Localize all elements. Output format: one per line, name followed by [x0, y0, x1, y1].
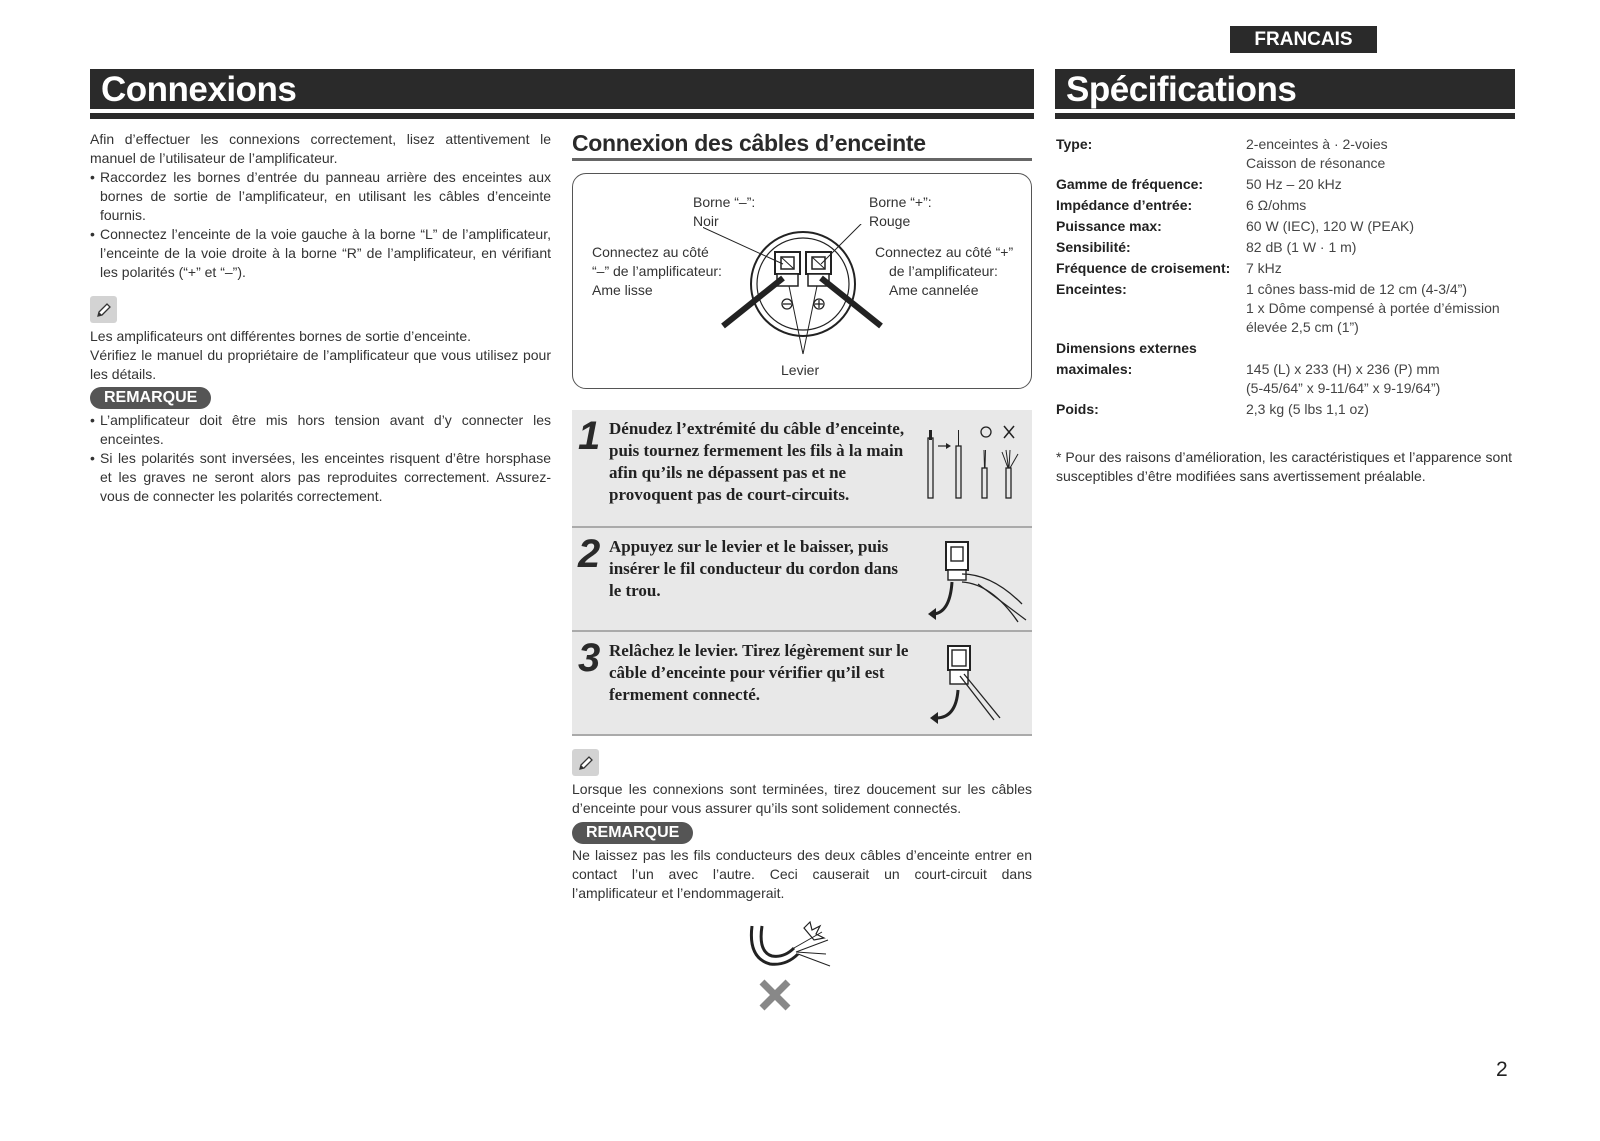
press-lever-icon [922, 534, 1030, 626]
spec-value: 50 Hz – 20 kHz [1246, 176, 1342, 192]
step-1-number: 1 [578, 414, 601, 458]
left-connect-label-3: Ame lisse [592, 282, 653, 298]
borne-minus-color: Noir [693, 213, 719, 229]
connexions-title: Connexions [90, 69, 1034, 109]
right-connect-label-2: de l’amplificateur: [889, 263, 998, 279]
cables-note-text: Lorsque les connexions sont terminées, tirez doucement sur les câbles d’enceinte pour vous assurer qu’ils sont solidement connectés. [572, 781, 1032, 816]
borne-minus-label: Borne “–”: [693, 194, 756, 210]
spec-key: Gamme de fréquence: [1056, 176, 1204, 192]
step-2-number: 2 [578, 532, 601, 576]
step-2-text: Appuyez sur le levier et le baisser, puis insérer le fil conducteur du cordon dans le trou. [609, 537, 899, 600]
spec-value: (5-45/64” x 9-11/64” x 9-19/64”) [1246, 380, 1441, 396]
spec-value: Caisson de résonance [1246, 155, 1386, 171]
spec-value: 6 Ω/ohms [1246, 197, 1307, 213]
borne-plus-color: Rouge [869, 213, 911, 229]
spec-value: 2,3 kg (5 lbs 1,1 oz) [1246, 401, 1369, 417]
step-3-number: 3 [578, 636, 601, 680]
right-connect-label: Connectez au côté “+” [875, 244, 1014, 260]
list-item: • Si les polarités sont inversées, les enceintes risquent d’être horsphase et les graves ne seront alors pas reproduites correctement. Assurez-vous de connecter les polarités correctement. [90, 450, 551, 504]
note-text-1: Les amplificateurs ont différentes bornes de sortie d’enceinte. [90, 328, 472, 344]
spec-key: Enceintes: [1056, 281, 1127, 297]
pencil-note-icon [572, 749, 599, 776]
terminal-diagram [572, 173, 1032, 389]
left-connect-label: Connectez au côté [592, 244, 709, 260]
spec-value: 145 (L) x 233 (H) x 236 (P) mm [1246, 361, 1440, 377]
specs-footnote: * Pour des raisons d’amélioration, les caractéristiques et l’apparence sont susceptibles d’être modifiées sans avertissement préalable. [1056, 449, 1512, 484]
spec-key: Dimensions externes [1056, 340, 1197, 356]
spec-key: maximales: [1056, 361, 1133, 377]
pencil-note-icon [90, 296, 117, 323]
step-3-text: Relâchez le levier. Tirez légèrement sur le câble d’enceinte pour vérifier qu’il est fermement connecté. [609, 641, 909, 704]
connexions-left-column [90, 130, 551, 506]
list-item: • Connectez l’enceinte de la voie gauche à la borne “L” de l’amplificateur, l’enceinte de la voie droite à la borne “R” de l’amplificateur, en vérifiant les polarités (“+” et “–”). [90, 226, 551, 280]
connexions-rule [90, 113, 1034, 119]
spec-key: Impédance d’entrée: [1056, 197, 1193, 213]
intro-text: Afin d’effectuer les connexions correctement, lisez attentivement le manuel de l’utilisateur de l’amplificateur. [90, 131, 551, 166]
list-item: • Raccordez les bornes d’entrée du panneau arrière des enceintes aux bornes de sortie de l’amplificateur, en utilisant les câbles d’enceinte fournis. [90, 169, 551, 223]
remarque-badge: REMARQUE [90, 387, 211, 409]
left-connect-label-2: “–” de l’amplificateur: [592, 263, 722, 279]
borne-plus-label: Borne “+”: [869, 194, 932, 210]
language-tab: FRANCAIS [1230, 26, 1377, 53]
specs-title: Spécifications [1055, 69, 1515, 109]
spec-key: Puissance max: [1056, 218, 1162, 234]
spec-value: 60 W (IEC), 120 W (PEAK) [1246, 218, 1415, 234]
spec-value: 2-enceintes à · 2-voies [1246, 136, 1388, 152]
short-circuit-warning-icon [740, 918, 860, 1018]
lever-label: Levier [781, 362, 820, 378]
spec-value: 1 cônes bass-mid de 12 cm (4-3/4”) [1246, 281, 1467, 297]
step-2 [572, 528, 1032, 632]
spec-key: Sensibilité: [1056, 239, 1131, 255]
step-1 [572, 410, 1032, 528]
spec-value: 7 kHz [1246, 260, 1282, 276]
list-item: • L’amplificateur doit être mis hors tension avant d’y connecter les enceintes. [90, 412, 551, 447]
note-text-2: Vérifiez le manuel du propriétaire de l’amplificateur que vous utilisez pour les détails. [90, 347, 551, 382]
spec-key: Fréquence de croisement: [1056, 260, 1231, 276]
specs-rule [1055, 113, 1515, 119]
remarque-badge: REMARQUE [572, 822, 693, 844]
spec-value: élevée 2,5 cm (1”) [1246, 319, 1359, 335]
spec-key: Type: [1056, 136, 1093, 152]
cables-title: Connexion des câbles d’enceinte [572, 128, 1032, 161]
terminal-drawing [703, 224, 903, 364]
cables-remarque-text: Ne laissez pas les fils conducteurs des deux câbles d’enceinte entrer en contact l’un avec l’autre. Ceci causerait un court-circuit dans l’amplificateur et l’endommagerait. [572, 847, 1032, 901]
right-connect-label-3: Ame cannelée [889, 282, 979, 298]
wire-strip-icon [924, 420, 1024, 500]
step-1-text: Dénudez l’extrémité du câble d’enceinte, puis tournez fermement les fils à la main afin qu’ils ne dépassent pas et ne provoquent pas de court-circuits. [609, 419, 905, 504]
step-3 [572, 632, 1032, 736]
page-number: 2 [1496, 1058, 1508, 1081]
spec-value: 1 x Dôme compensé à portée d’émission [1246, 300, 1500, 316]
cables-notes [572, 749, 1032, 903]
release-lever-icon [922, 638, 1030, 730]
spec-value: 82 dB (1 W · 1 m) [1246, 239, 1357, 255]
spec-key: Poids: [1056, 401, 1099, 417]
